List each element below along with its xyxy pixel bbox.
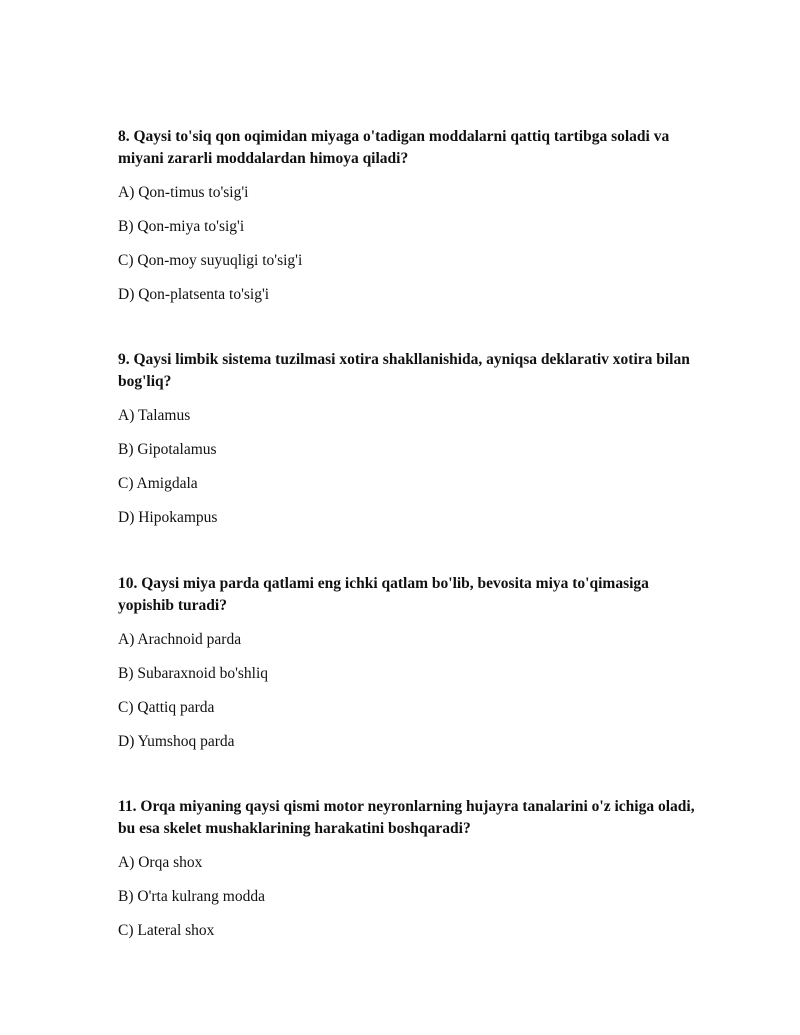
option-b: B) Subaraxnoid bo'shliq [118,665,269,682]
question-text: 9. Qaysi limbik sistema tuzilmasi xotira shakllanishida, ayniqsa deklarativ xotira bilan bog'liq? [118,351,690,390]
option-b: B) Gipotalamus [118,441,217,458]
question-8 [118,126,698,318]
question-text: 8. Qaysi to'siq qon oqimidan miyaga o'tadigan moddalarni qattiq tartibga soladi va miyani zararli moddalardan himoya qiladi? [118,128,670,167]
option-a: A) Orqa shox [118,854,203,871]
option-d: D) Qon-platsenta to'sig'i [118,286,270,303]
option-d: D) Yumshoq parda [118,733,235,750]
option-c: C) Lateral shox [118,922,215,939]
question-9 [118,349,698,541]
option-c: C) Amigdala [118,475,198,492]
question-10 [118,573,698,765]
option-b: B) Qon-miya to'sig'i [118,218,245,235]
option-d: D) Hipokampus [118,509,218,526]
question-text: 10. Qaysi miya parda qatlami eng ichki qatlam bo'lib, bevosita miya to'qimasiga yopishib turadi? [118,575,649,614]
option-a: A) Arachnoid parda [118,631,242,648]
option-a: A) Talamus [118,407,191,424]
option-c: C) Qattiq parda [118,699,215,716]
option-b: B) O'rta kulrang modda [118,888,265,905]
option-a: A) Qon-timus to'sig'i [118,184,249,201]
question-11 [118,796,698,954]
question-text: 11. Orqa miyaning qaysi qismi motor neyronlarning hujayra tanalarini o'z ichiga oladi, bu esa skelet mushaklarining harakatini boshqaradi? [118,798,695,837]
option-c: C) Qon-moy suyuqligi to'sig'i [118,252,303,269]
